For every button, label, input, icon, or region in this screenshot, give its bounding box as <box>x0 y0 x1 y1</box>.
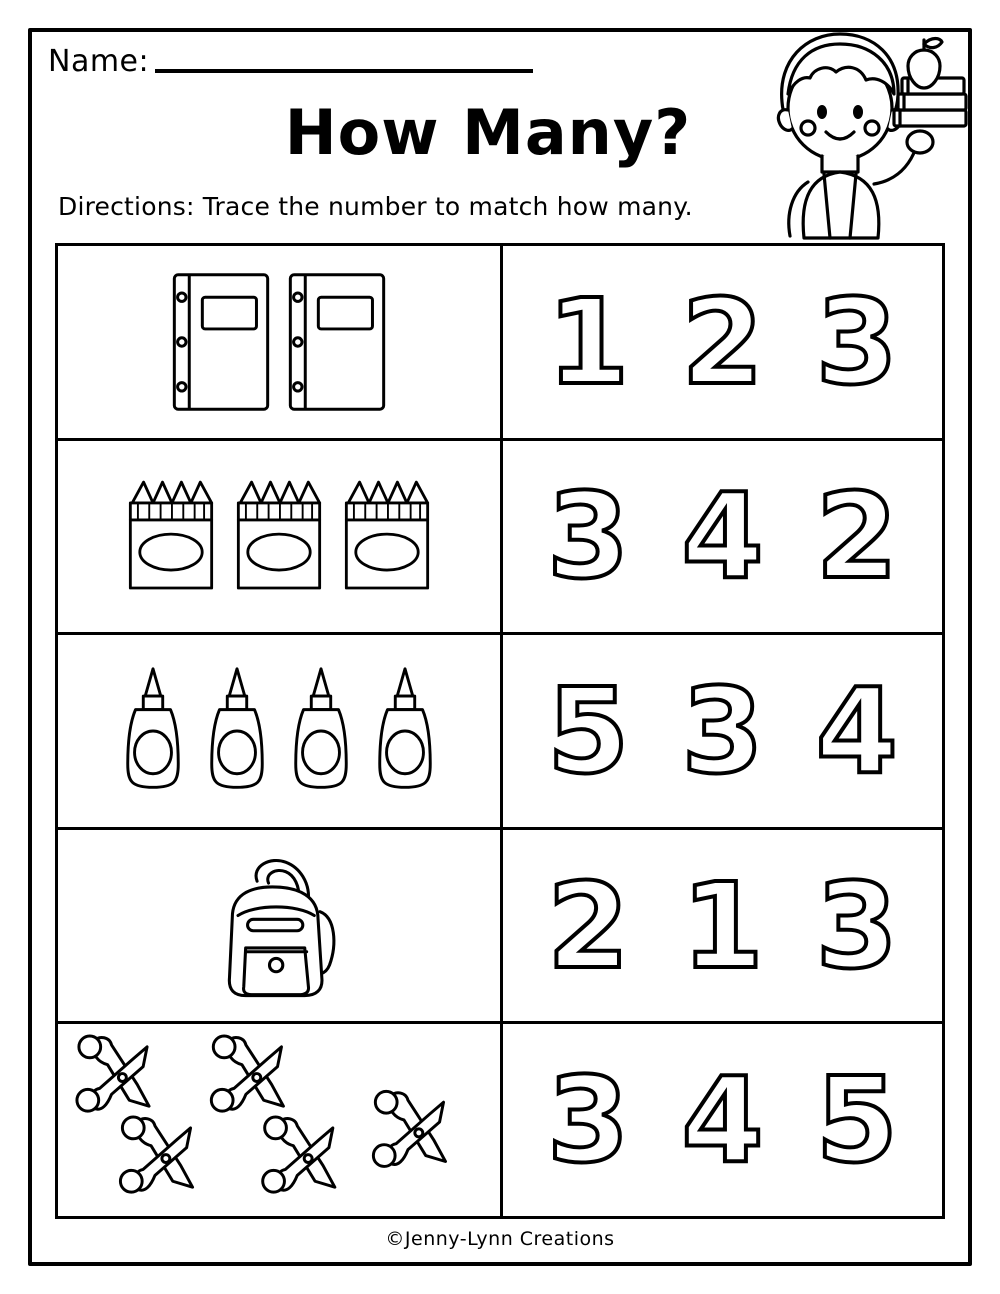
numbers-cell-row-2 <box>503 441 942 633</box>
table-row <box>58 1024 942 1216</box>
glue-bottle-icon <box>113 663 193 799</box>
table-row <box>58 246 942 441</box>
objects-cell-notebook <box>58 246 503 438</box>
name-field-row <box>48 44 533 79</box>
number-choice[interactable]: 4 <box>681 1051 764 1190</box>
crayon-box-group <box>68 474 490 598</box>
number-choice[interactable]: 1 <box>547 272 630 411</box>
student-with-books-icon <box>748 24 978 244</box>
crayon-box-icon <box>335 474 439 598</box>
page-title: How Many? <box>284 96 692 169</box>
number-choice[interactable]: 5 <box>547 661 630 800</box>
name-write-line[interactable] <box>155 69 533 73</box>
table-row <box>58 830 942 1025</box>
number-choice[interactable]: 3 <box>547 1051 630 1190</box>
glue-bottle-icon <box>281 663 361 799</box>
directions-text: Directions: Trace the number to match how many. <box>58 192 693 221</box>
number-choice[interactable]: 1 <box>681 856 764 995</box>
numbers-cell-row-5 <box>503 1024 942 1216</box>
number-choice[interactable]: 4 <box>815 661 898 800</box>
glue-bottle-icon <box>197 663 277 799</box>
number-choice[interactable]: 5 <box>815 1051 898 1190</box>
table-row <box>58 441 942 636</box>
name-label: Name: <box>48 44 150 79</box>
numbers-cell-row-4 <box>503 830 942 1022</box>
objects-cell-scissors <box>58 1024 503 1216</box>
objects-cell-crayon-box <box>58 441 503 633</box>
notebook-icon <box>281 267 393 417</box>
number-choice[interactable]: 3 <box>547 467 630 606</box>
number-choice[interactable]: 2 <box>815 467 898 606</box>
number-choice[interactable]: 3 <box>815 856 898 995</box>
crayon-box-icon <box>227 474 331 598</box>
number-choice[interactable]: 3 <box>681 661 764 800</box>
backpack-icon <box>198 845 360 1007</box>
scissors-group <box>68 1031 490 1209</box>
number-choice[interactable]: 2 <box>547 856 630 995</box>
backpack-group <box>68 845 490 1007</box>
notebook-group <box>68 267 490 417</box>
notebook-icon <box>165 267 277 417</box>
glue-bottle-icon <box>365 663 445 799</box>
copyright-footer: ©Jenny-Lynn Creations <box>385 1228 615 1250</box>
objects-cell-glue-bottle <box>58 635 503 827</box>
crayon-box-icon <box>119 474 223 598</box>
numbers-cell-row-3 <box>503 635 942 827</box>
table-row <box>58 635 942 830</box>
numbers-cell-row-1 <box>503 246 942 438</box>
number-choice[interactable]: 4 <box>681 467 764 606</box>
how-many-table <box>55 243 945 1219</box>
number-choice[interactable]: 2 <box>681 272 764 411</box>
glue-bottle-group <box>68 663 490 799</box>
objects-cell-backpack <box>58 830 503 1022</box>
number-choice[interactable]: 3 <box>815 272 898 411</box>
